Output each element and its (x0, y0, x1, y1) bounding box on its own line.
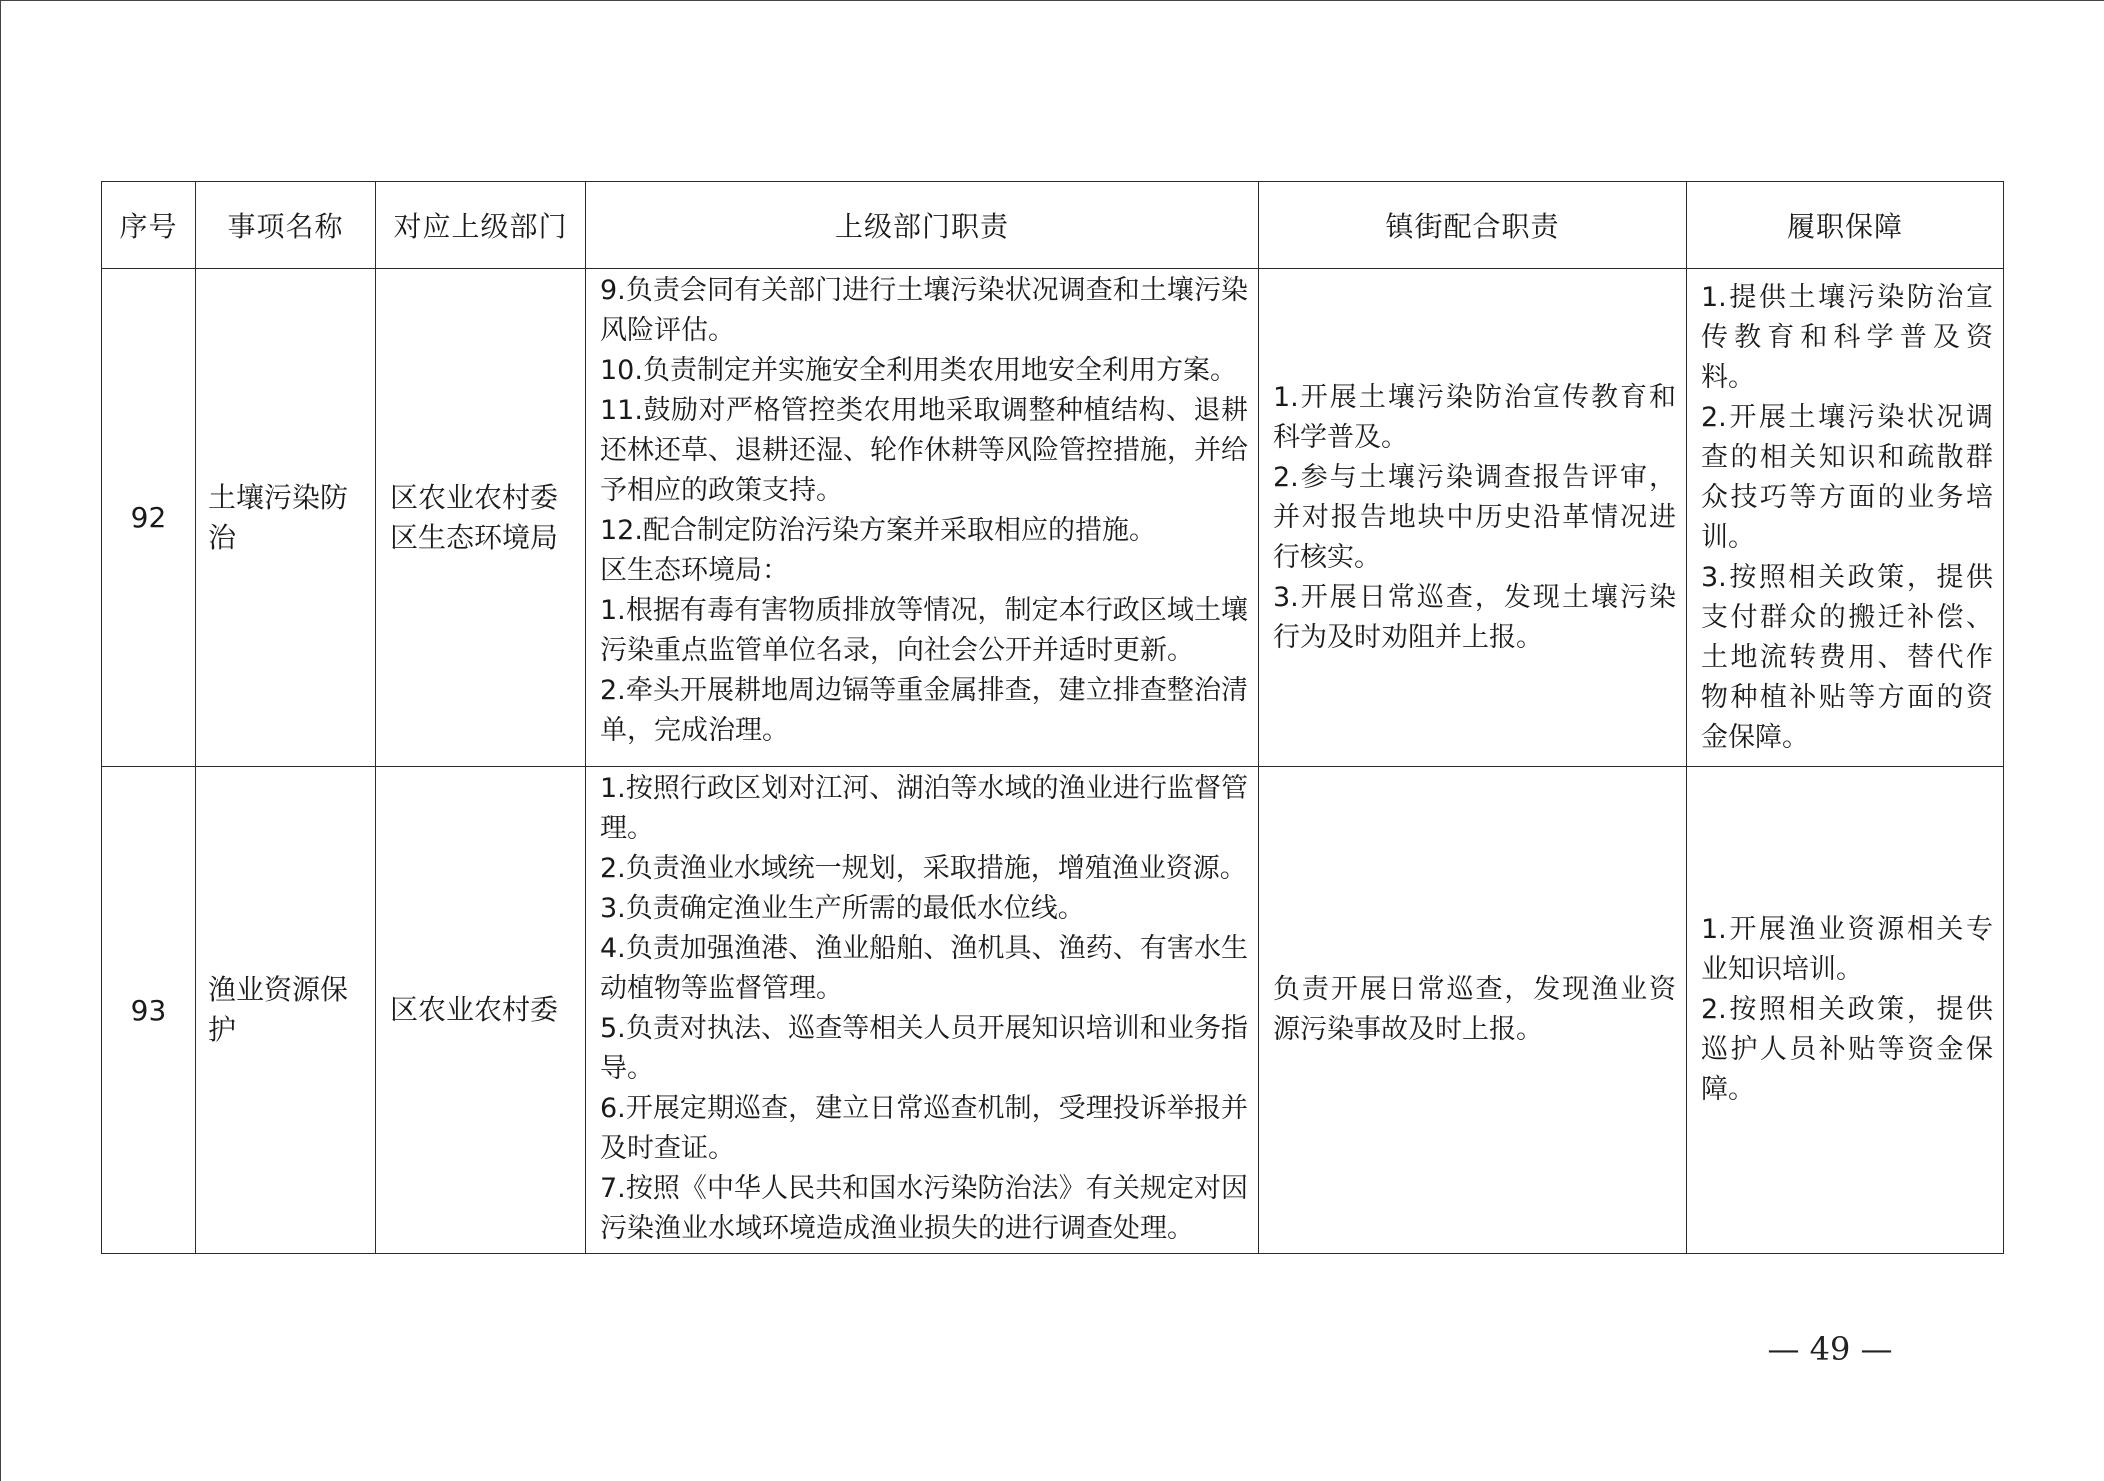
row-guarantees (1687, 269, 2004, 767)
row-departments (376, 767, 586, 1254)
town-duty-line: 负责开展日常巡查，发现渔业资源污染事故及时上报。 (1273, 974, 1676, 1045)
duty-line: 9.负责会同有关部门进行土壤污染状况调查和土壤污染风险评估。 (600, 275, 1248, 346)
duty-line: 2.负责渔业水域统一规划，采取措施，增殖渔业资源。 (600, 853, 1247, 884)
guarantee-line: 2.开展土壤污染状况调查的相关知识和疏散群众技巧等方面的业务培训。 (1701, 401, 1993, 553)
table-row (102, 269, 2004, 767)
header-town-duties: 镇街配合职责 (1259, 182, 1687, 269)
department-line: 区生态环境局 (390, 520, 559, 554)
header-item-name: 事项名称 (196, 182, 376, 269)
header-superior-duties: 上级部门职责 (586, 182, 1259, 269)
row-index: 92 (102, 269, 196, 767)
duty-line: 4.负责加强渔港、渔业船舶、渔机具、渔药、有害水生动植物等监督管理。 (600, 933, 1248, 1004)
duty-line: 10.负责制定并实施安全利用类农用地安全利用方案。 (600, 355, 1237, 386)
page-left-edge (0, 0, 1, 1481)
row-town-duties (1259, 767, 1687, 1254)
town-duty-line: 3.开展日常巡查，发现土壤污染行为及时劝阻并上报。 (1273, 581, 1676, 653)
duty-table (101, 181, 2004, 1254)
duty-line: 12.配合制定防治污染方案并采取相应的措施。 (600, 515, 1156, 546)
duty-line: 11.鼓励对严格管控类农用地采取调整种植结构、退耕还林还草、退耕还湿、轮作休耕等风险管控措施，并给予相应的政策支持。 (600, 395, 1248, 506)
duty-line: 1.根据有毒有害物质排放等情况，制定本行政区域土壤污染重点监管单位名录，向社会公开并适时更新。 (600, 595, 1248, 666)
duty-line: 3.负责确定渔业生产所需的最低水位线。 (600, 893, 1085, 924)
row-superior-duties (586, 269, 1259, 767)
table-header-row (102, 182, 2004, 269)
duty-line: 2.牵头开展耕地周边镉等重金属排查，建立排查整治清单，完成治理。 (600, 675, 1248, 746)
guarantee-line: 1.提供土壤污染防治宣传教育和科学普及资料。 (1701, 281, 1993, 393)
duty-line: 6.开展定期巡查，建立日常巡查机制，受理投诉举报并及时查证。 (600, 1093, 1248, 1164)
row-item-name: 土壤污染防治 (196, 269, 376, 767)
row-index: 93 (102, 767, 196, 1254)
row-departments (376, 269, 586, 767)
duty-line: 5.负责对执法、巡查等相关人员开展知识培训和业务指导。 (600, 1013, 1248, 1084)
row-item-name: 渔业资源保护 (196, 767, 376, 1254)
guarantee-line: 1.开展渔业资源相关专业知识培训。 (1701, 914, 1993, 985)
duty-subheading: 区生态环境局： (600, 555, 789, 586)
table-row (102, 767, 2004, 1254)
page-number: — 49 — (1767, 1330, 1893, 1368)
page-top-edge (0, 0, 2104, 1)
duty-line: 7.按照《中华人民共和国水污染防治法》有关规定对因污染渔业水域环境造成渔业损失的进行调查处理。 (600, 1173, 1248, 1244)
department-line: 区农业农村委 (390, 480, 559, 514)
row-superior-duties (586, 767, 1259, 1254)
guarantee-line: 2.按照相关政策，提供巡护人员补贴等资金保障。 (1701, 994, 1993, 1105)
header-guarantees: 履职保障 (1687, 182, 2004, 269)
row-town-duties (1259, 269, 1687, 767)
header-superior-dept: 对应上级部门 (376, 182, 586, 269)
guarantee-line: 3.按照相关政策，提供支付群众的搬迁补偿、土地流转费用、替代作物种植补贴等方面的资金保障。 (1701, 561, 1993, 753)
town-duty-line: 1.开展土壤污染防治宣传教育和科学普及。 (1273, 381, 1676, 453)
duty-line: 1.按照行政区划对江河、湖泊等水域的渔业进行监督管理。 (600, 773, 1248, 844)
department-line: 区农业农村委 (390, 993, 559, 1026)
town-duty-line: 2.参与土壤污染调查报告评审，并对报告地块中历史沿革情况进行核实。 (1273, 461, 1676, 573)
header-index: 序号 (102, 182, 196, 269)
row-guarantees (1687, 767, 2004, 1254)
